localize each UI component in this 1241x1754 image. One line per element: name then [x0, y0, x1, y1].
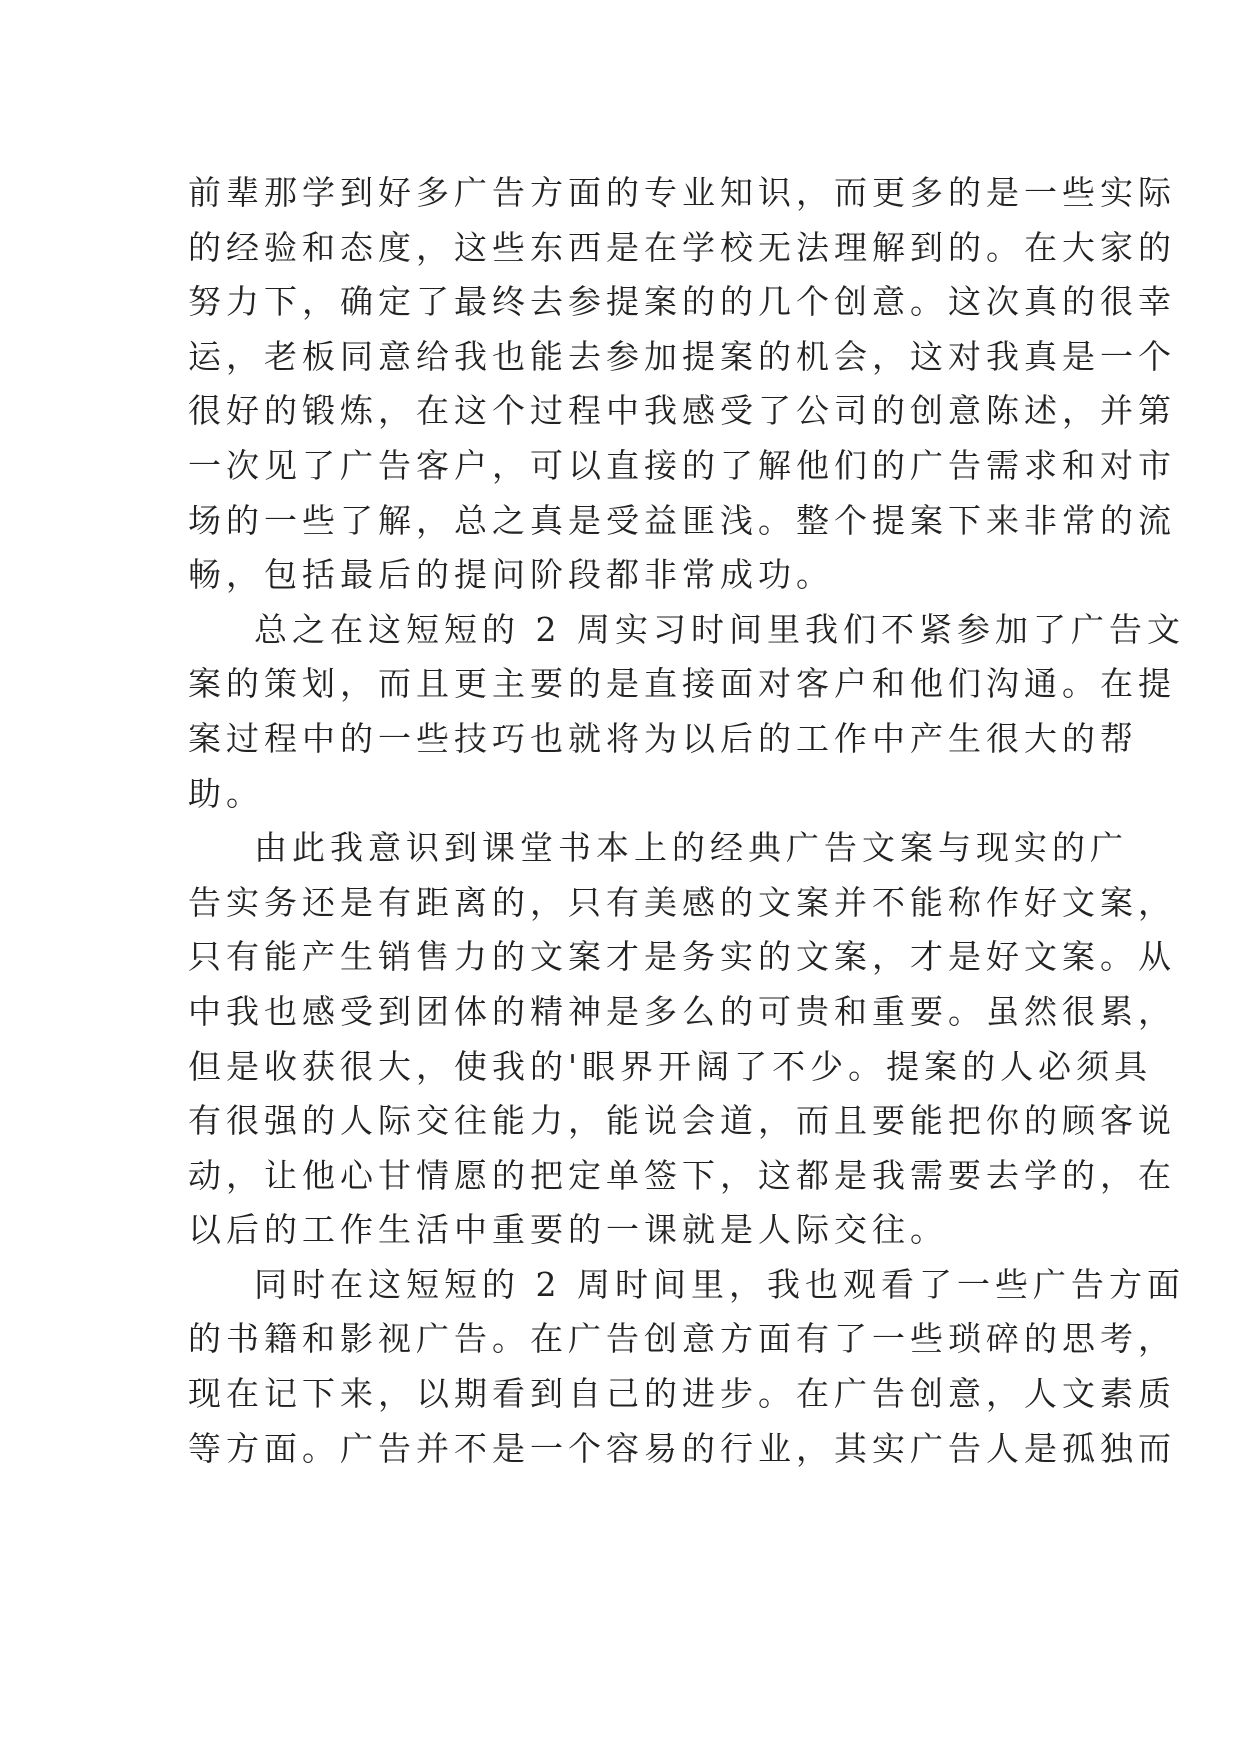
text-line: 助。 — [188, 773, 264, 813]
text-line: 只有能产生销售力的文案才是务实的文案，才是好文案。从 — [188, 937, 1176, 977]
text-line: 案的策划，而且更主要的是直接面对客户和他们沟通。在提 — [188, 664, 1176, 704]
text-line: 以后的工作生活中重要的一课就是人际交往。 — [188, 1210, 948, 1250]
text-line: 中我也感受到团体的精神是多么的可贵和重要。虽然很累， — [188, 991, 1176, 1031]
text-line: 很好的锻炼，在这个过程中我感受了公司的创意陈述，并第 — [188, 391, 1176, 431]
text-line: 但是收获很大，使我的'眼界开阔了不少。提案的人必须具 — [188, 1046, 1153, 1086]
text-line: 场的一些了解，总之真是受益匪浅。整个提案下来非常的流 — [188, 500, 1176, 540]
text-line: 等方面。广告并不是一个容易的行业，其实广告人是孤独而 — [188, 1428, 1176, 1468]
text-line: 动，让他心甘情愿的把定单签下，这都是我需要去学的，在 — [188, 1155, 1176, 1195]
text-line: 努力下，确定了最终去参提案的的几个创意。这次真的很幸 — [188, 282, 1176, 322]
text-line: 前辈那学到好多广告方面的专业知识，而更多的是一些实际 — [188, 173, 1176, 212]
paragraph-start-line: 同时在这短短的 2 周时间里，我也观看了一些广告方面 — [254, 1264, 1185, 1304]
paragraph-start-line: 总之在这短短的 2 周实习时间里我们不紧参加了广告文 — [254, 609, 1185, 649]
paragraph-start-line: 由此我意识到课堂书本上的经典广告文案与现实的广 — [254, 828, 1128, 868]
text-line: 畅，包括最后的提问阶段都非常成功。 — [188, 555, 834, 595]
text-line: 案过程中的一些技巧也就将为以后的工作中产生很大的帮 — [188, 718, 1138, 758]
text-line: 一次见了广告客户，可以直接的了解他们的广告需求和对市 — [188, 445, 1176, 485]
text-line: 告实务还是有距离的，只有美感的文案并不能称作好文案， — [188, 882, 1176, 922]
text-line: 的经验和态度，这些东西是在学校无法理解到的。在大家的 — [188, 227, 1176, 267]
text-line: 运，老板同意给我也能去参加提案的机会，这对我真是一个 — [188, 336, 1176, 376]
text-line: 现在记下来，以期看到自己的进步。在广告创意，人文素质 — [188, 1374, 1176, 1414]
text-line: 的书籍和影视广告。在广告创意方面有了一些琐碎的思考， — [188, 1319, 1176, 1359]
body-text — [188, 166, 1185, 1476]
text-line: 有很强的人际交往能力，能说会道，而且要能把你的顾客说 — [188, 1101, 1176, 1141]
